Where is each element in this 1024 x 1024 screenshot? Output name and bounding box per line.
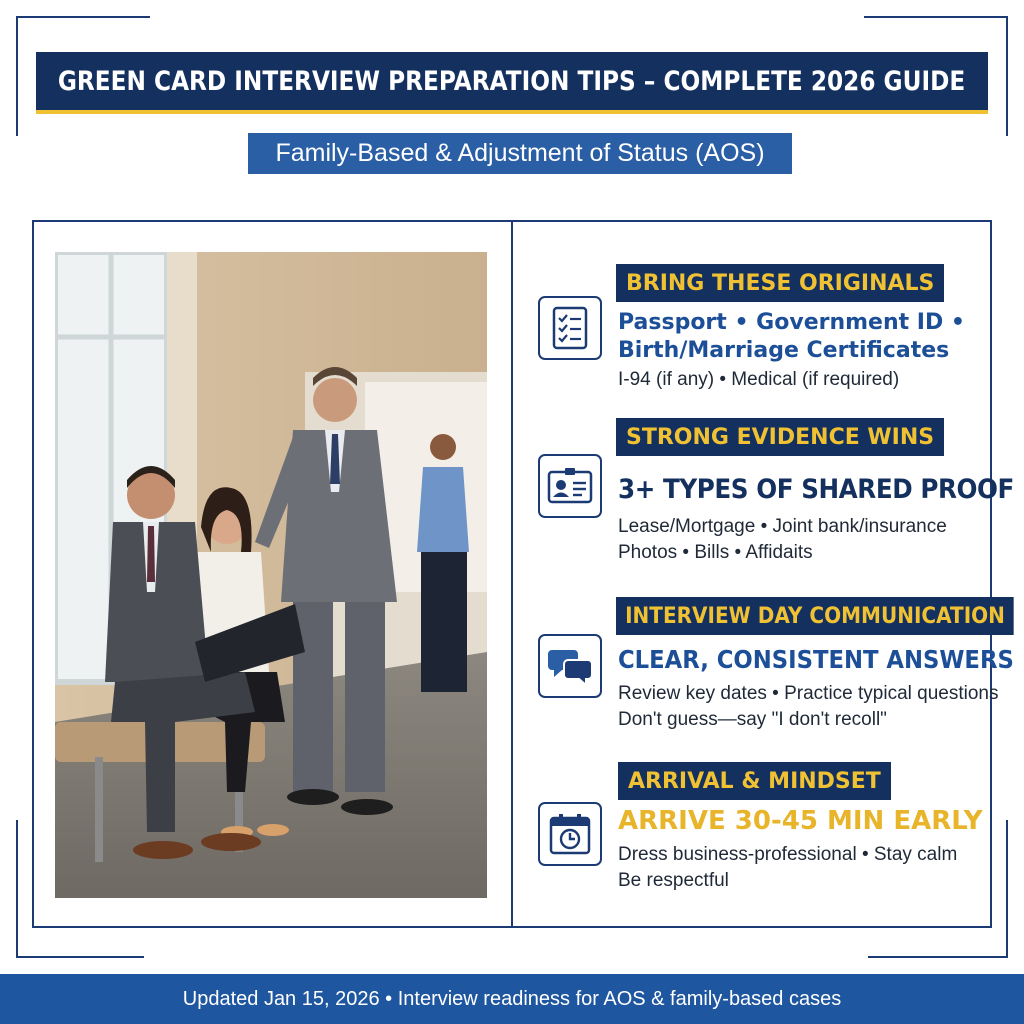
page-title: GREEN CARD INTERVIEW PREPARATION TIPS – COMPLETE 2026 GUIDE — [58, 65, 966, 97]
footer-bar: Updated Jan 15, 2026 • Interview readiness for AOS & family-based cases — [0, 974, 1024, 1024]
section-detail-line: Don't guess—say "I don't recoll" — [618, 709, 887, 730]
section-detail-line: Lease/Mortgage • Joint bank/insurance — [618, 516, 947, 537]
section-heading: INTERVIEW DAY COMMUNICATION — [616, 597, 1014, 635]
section-heading: BRING THESE ORIGINALS — [616, 264, 944, 302]
checklist-icon — [538, 296, 602, 360]
section-lead-line: ARRIVE 30-45 MIN EARLY — [618, 806, 983, 836]
section-detail-line: Photos • Bills • Affidaits — [618, 542, 813, 563]
section-detail-line: Review key dates • Practice typical questions — [618, 683, 999, 704]
section-heading: ARRIVAL & MINDSET — [618, 762, 891, 800]
section-lead-line: CLEAR, CONSISTENT ANSWERS — [618, 645, 1014, 674]
section-detail-line: Be respectful — [618, 870, 729, 891]
title-banner — [36, 52, 988, 114]
section-lead-line: Birth/Marriage Certificates — [618, 338, 950, 363]
id-card-icon — [538, 454, 602, 518]
section-heading: STRONG EVIDENCE WINS — [616, 418, 944, 456]
section-arrival-mindset — [538, 762, 1008, 902]
section-bring-originals — [538, 262, 1008, 402]
speech-bubbles-icon — [538, 634, 602, 698]
panel-divider — [511, 222, 513, 926]
section-detail-line: I-94 (if any) • Medical (if required) — [618, 369, 900, 390]
subtitle-banner: Family-Based & Adjustment of Status (AOS) — [248, 133, 792, 174]
section-lead-line: Passport • Government ID • — [618, 310, 965, 335]
interview-photo — [55, 252, 487, 898]
calendar-clock-icon — [538, 802, 602, 866]
section-strong-evidence — [538, 418, 1014, 568]
section-interview-communication — [538, 597, 1018, 747]
section-detail-line: Dress business-professional • Stay calm — [618, 844, 958, 865]
section-lead-line: 3+ TYPES OF SHARED PROOF — [618, 474, 1014, 505]
